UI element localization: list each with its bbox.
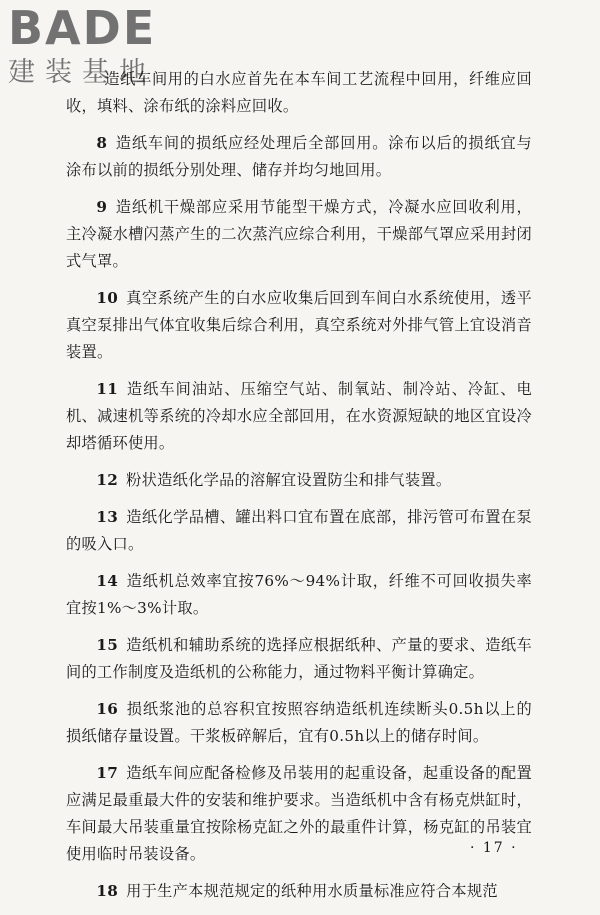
clause-text: 粉状造纸化学品的溶解宜设置防尘和排气装置。 [126, 471, 452, 489]
clause-number: 13 [96, 508, 119, 526]
document-body [66, 66, 532, 915]
paragraph [66, 696, 532, 750]
clause-text: 损纸浆池的总容积宜按照容纳造纸机连续断头0.5h以上的损纸储存量设置。干浆板碎解后，宜有0.5h以上的储存时间。 [66, 700, 532, 745]
clause-text: 造纸化学品槽、罐出料口宜布置在底部，排污管可布置在泵的吸入口。 [66, 508, 532, 553]
paragraph [66, 632, 532, 686]
watermark-subtitle: 建装基地 [8, 57, 156, 88]
paragraph [66, 376, 532, 457]
clause-number: 16 [96, 700, 119, 718]
clause-text: 造纸车间用的白水应首先在本车间工艺流程中回用，纤维应回收，填料、涂布纸的涂料应回收。 [66, 70, 532, 115]
page-number: · 17 · [470, 840, 518, 856]
paragraph [66, 568, 532, 622]
paragraph [66, 760, 532, 868]
clause-number: 17 [96, 764, 119, 782]
clause-number: 11 [96, 380, 119, 398]
clause-number: 8 [96, 134, 108, 152]
clause-number: 9 [96, 198, 108, 216]
paragraph [66, 878, 532, 905]
clause-text: 造纸车间的损纸应经处理后全部回用。涂布以后的损纸宜与涂布以前的损纸分别处理、储存并均匀地回用。 [66, 134, 532, 179]
clause-text: 造纸车间应配备检修及吊装用的起重设备，起重设备的配置应满足最重最大件的安装和维护要求。当造纸机中含有杨克烘缸时，车间最大吊装重量宜按除杨克缸之外的最重件计算，杨克缸的吊装宜使用临时吊装设备。 [66, 764, 532, 863]
paragraph [66, 467, 532, 494]
clause-number: 18 [96, 882, 119, 900]
clause-text: 造纸机和辅助系统的选择应根据纸种、产量的要求、造纸车间的工作制度及造纸机的公称能力，通过物料平衡计算确定。 [66, 636, 532, 681]
paragraph [66, 130, 532, 184]
paragraph [66, 285, 532, 366]
clause-number: 15 [96, 636, 119, 654]
watermark-brand: BADE [8, 1, 157, 55]
paragraph [66, 66, 532, 120]
paragraph [66, 504, 532, 558]
clause-number: 10 [96, 289, 119, 307]
clause-text: 真空系统产生的白水应收集后回到车间白水系统使用，透平真空泵排出气体宜收集后综合利用，真空系统对外排气管上宜设消音装置。 [66, 289, 532, 361]
clause-text: 造纸机干燥部应采用节能型干燥方式，冷凝水应回收利用，主冷凝水槽闪蒸产生的二次蒸汽应综合利用，干燥部气罩应采用封闭式气罩。 [66, 198, 532, 270]
clause-number: 12 [96, 471, 119, 489]
clause-number: 14 [96, 572, 119, 590]
clause-text: 用于生产本规范规定的纸种用水质量标准应符合本规范 [126, 882, 498, 900]
clause-text: 造纸车间油站、压缩空气站、制氧站、制冷站、冷缸、电机、减速机等系统的冷却水应全部回用，在水资源短缺的地区宜设冷却塔循环使用。 [66, 380, 532, 452]
paragraph [66, 194, 532, 275]
clause-text: 造纸机总效率宜按76%～94%计取，纤维不可回收损失率宜按1%～3%计取。 [66, 572, 532, 617]
